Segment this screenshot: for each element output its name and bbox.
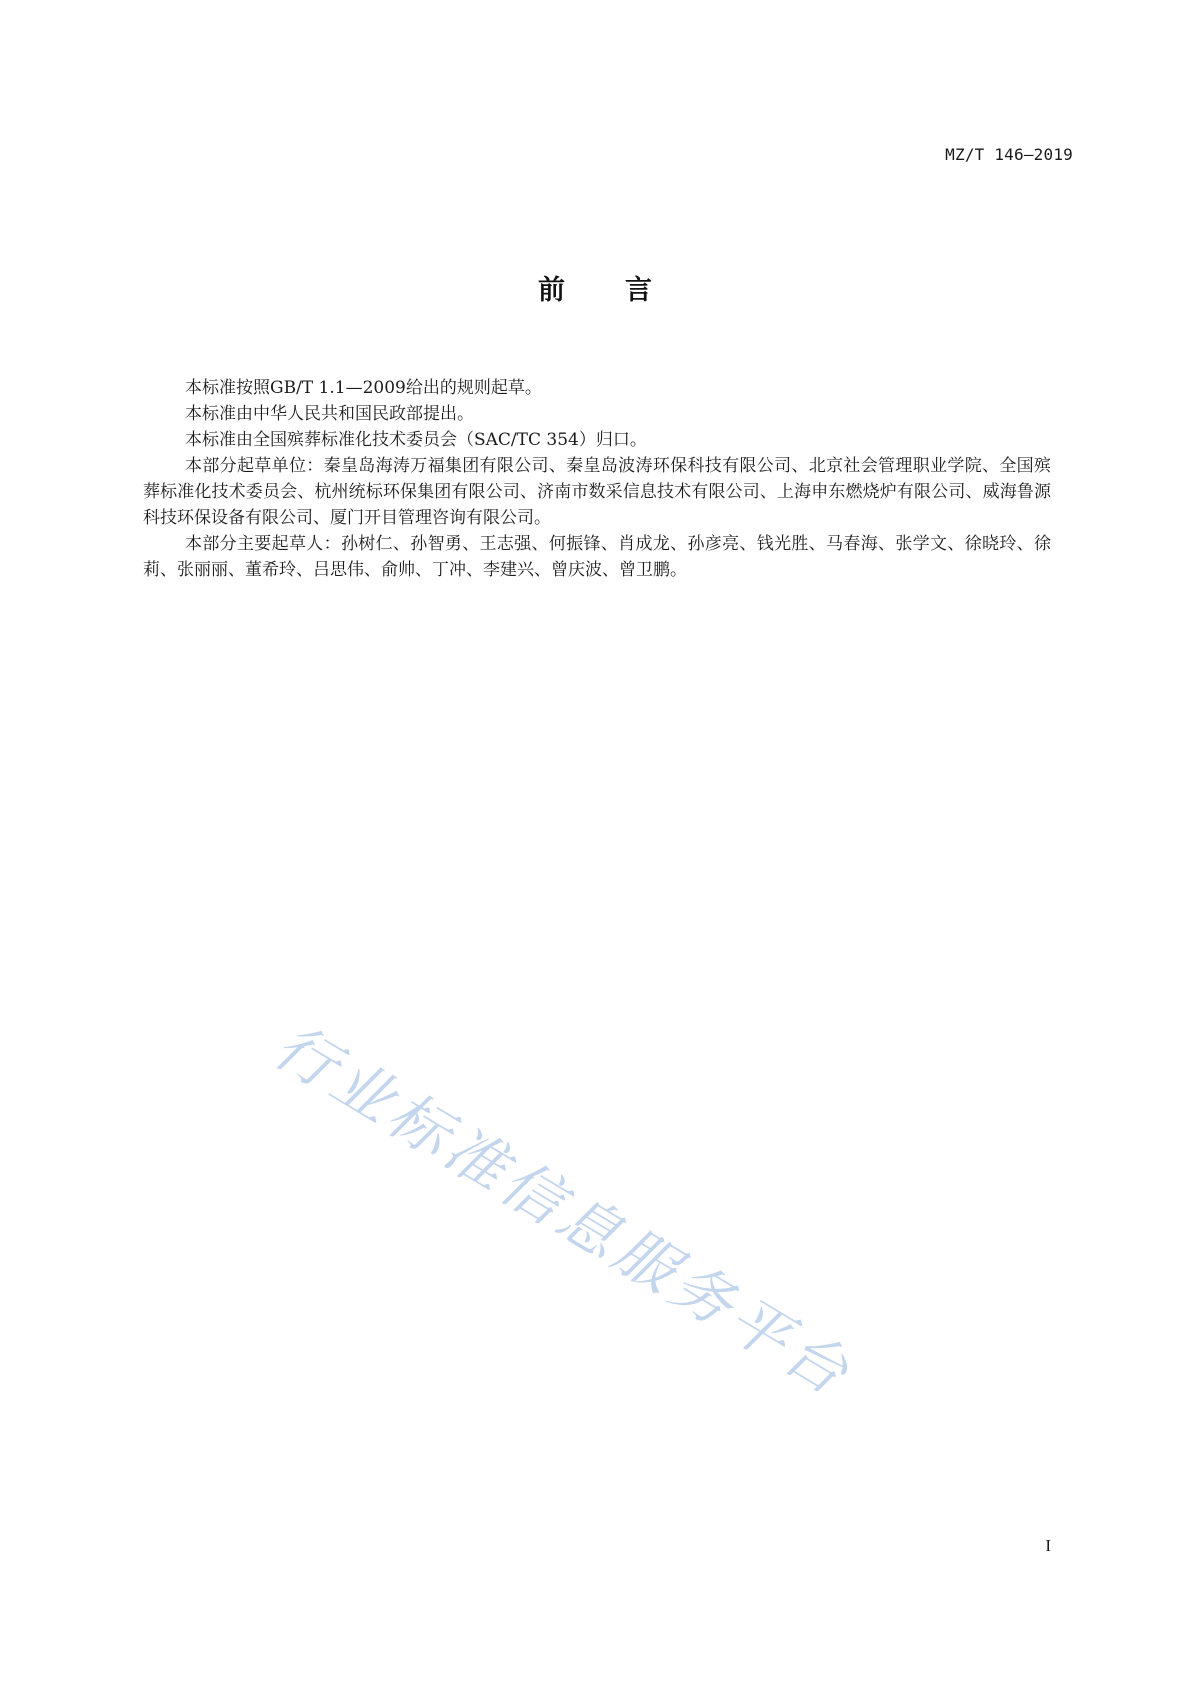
- paragraph-drafting-rules: 本标准按照GB/T 1.1—2009给出的规则起草。: [185, 378, 542, 398]
- watermark: 行业标准信息服务平台: [262, 1011, 865, 1412]
- paragraph-proposed-by: 本标准由中华人民共和国民政部提出。: [185, 404, 474, 424]
- page-number: I: [1045, 1536, 1051, 1555]
- paragraph-drafters: 本部分主要起草人：孙树仁、孙智勇、王志强、何振锋、肖成龙、孙彦亮、钱光胜、马春海、张学文、徐晓玲、徐莉、张丽丽、董希玲、吕思伟、俞帅、丁冲、李建兴、曾庆波、曾卫鹏。: [143, 534, 1051, 580]
- paragraph-drafting-units: 本部分起草单位：秦皇岛海涛万福集团有限公司、秦皇岛波涛环保科技有限公司、北京社会管理职业学院、全国殡葬标准化技术委员会、杭州统标环保集团有限公司、济南市数采信息技术有限公司、上海申东燃烧炉有限公司、威海鲁源科技环保设备有限公司、厦门开目管理咨询有限公司。: [143, 456, 1051, 528]
- standard-code: MZ/T 146—2019: [945, 145, 1073, 164]
- foreword-body: [143, 375, 1051, 583]
- paragraph-centralized-by: 本标准由全国殡葬标准化技术委员会（SAC/TC 354）归口。: [185, 430, 647, 450]
- page-title: 前言: [538, 275, 712, 306]
